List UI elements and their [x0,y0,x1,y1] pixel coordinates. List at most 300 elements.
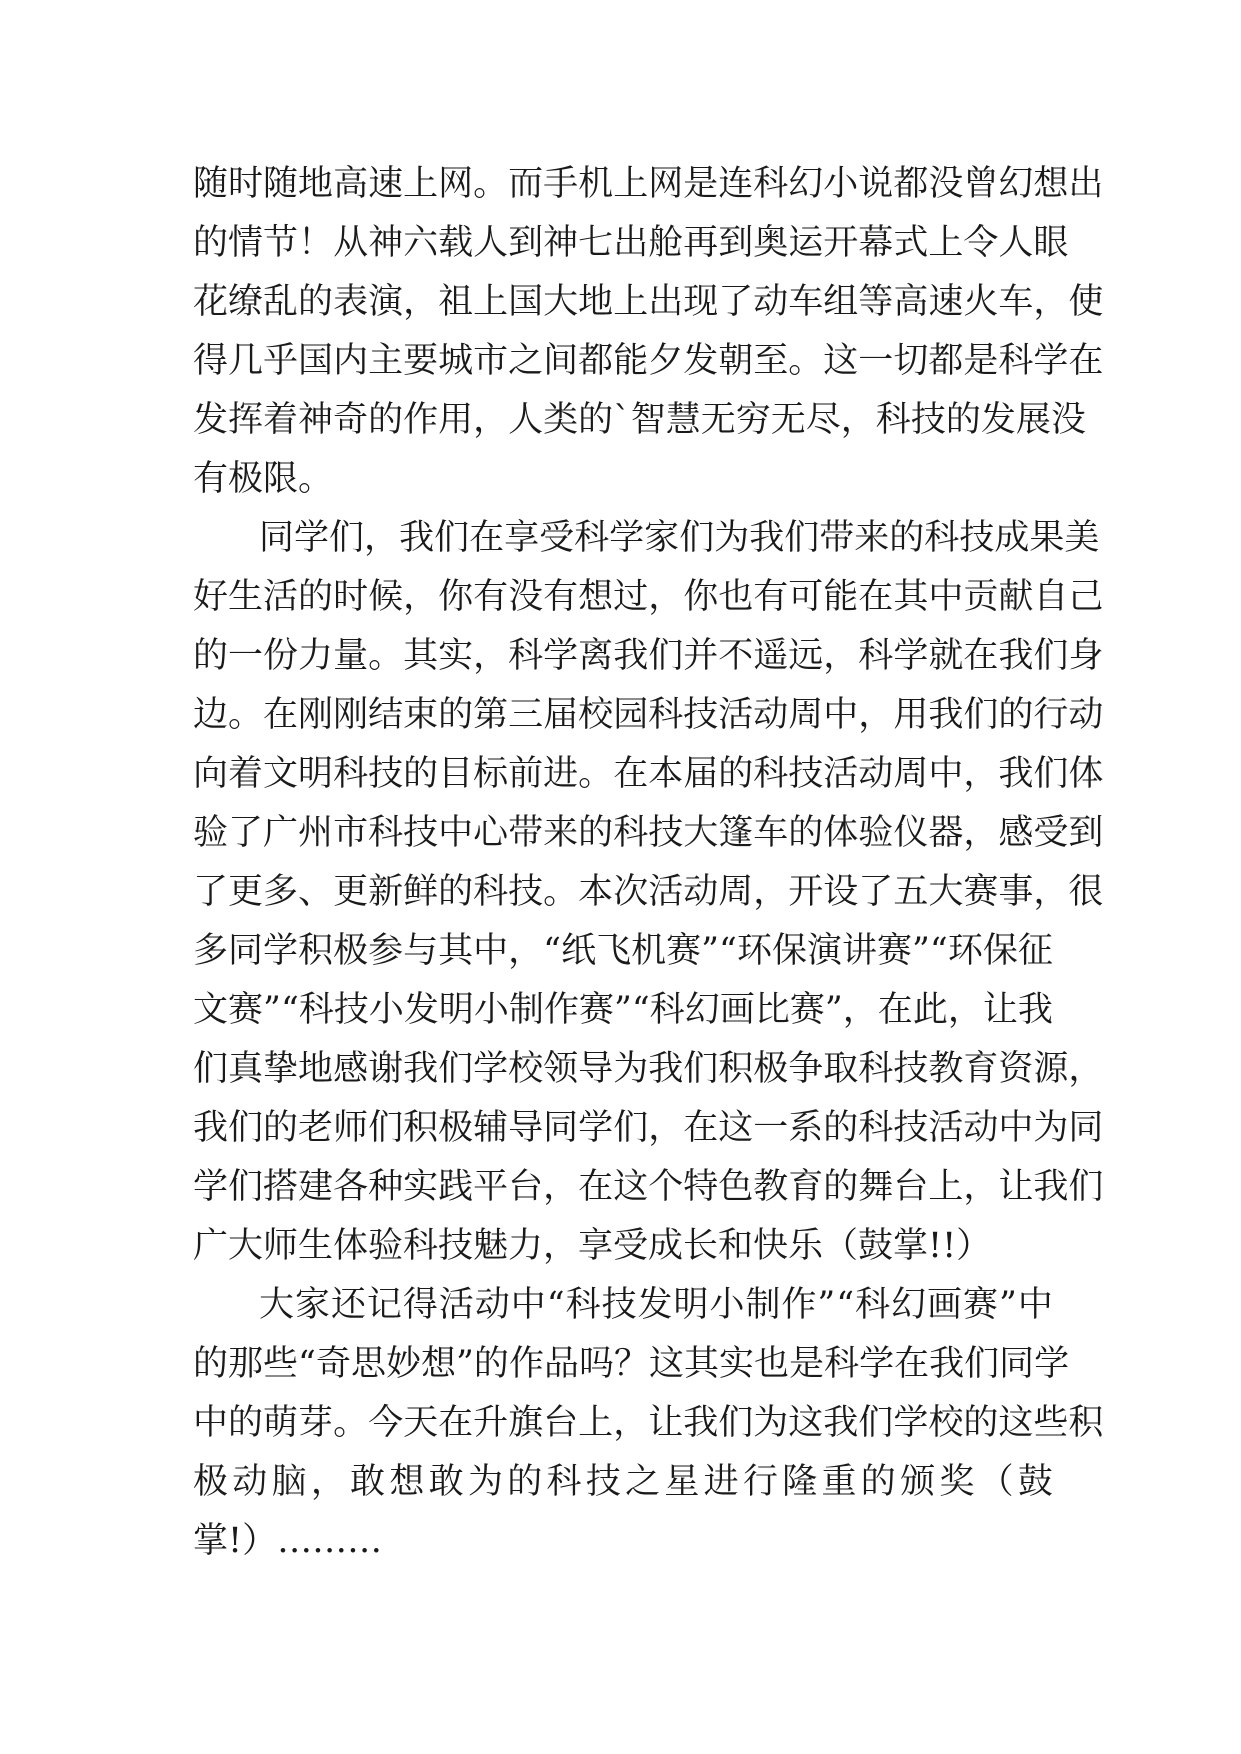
text-char: 也 [718,577,754,617]
text-char: 之 [625,1462,661,1502]
text-char: 到 [508,223,544,263]
text-char: 大 [543,282,579,322]
text-line [193,391,1086,450]
text-line [193,981,1053,1040]
text-char: 说 [858,164,894,204]
text-char: 作 [508,1344,544,1384]
text-char: ， [508,931,544,971]
text-char: 第 [473,695,509,735]
text-char: 次 [613,872,649,912]
text-char: ， [1068,1049,1104,1089]
text-char: 手 [543,164,579,204]
text-char: 的 [788,813,824,853]
text-char: 在 [469,518,505,558]
text-char: ` [613,400,631,440]
text-char: 地 [298,1049,334,1089]
text-char: 们 [368,1108,404,1148]
text-char: 中 [193,1403,229,1443]
text-char: ， [753,872,789,912]
text-char: 地 [298,164,334,204]
text-char: 学 [263,931,299,971]
text-char: 教 [753,1167,789,1207]
text-char: ， [403,282,439,322]
text-char: 学 [578,1108,614,1148]
text-char: 车 [788,282,824,322]
text-line [193,155,1104,214]
text-line [193,1040,1104,1099]
text-char: 上 [928,223,964,263]
text-char: 在 [858,577,894,617]
text-char: 过 [613,577,649,617]
text-char: 可 [788,577,824,617]
text-char: 上 [613,282,649,322]
text-char: 的 [298,282,334,322]
text-char: ” [701,931,720,971]
text-char: 技 [333,990,369,1030]
text-char: 我 [613,636,649,676]
text-char: 体 [1068,754,1104,794]
text-char: ， [963,1167,999,1207]
text-char: 发 [637,1285,673,1325]
text-char: 设 [823,872,859,912]
text-char: 校 [508,1049,544,1089]
text-char: 也 [754,1344,790,1384]
text-char: 科 [855,1285,891,1325]
text-char: 我 [928,695,964,735]
text-char: 特 [683,1167,719,1207]
text-char: 不 [718,636,754,676]
text-line [193,686,1104,745]
text-char: 实 [403,1167,439,1207]
text-char: 争 [788,1049,824,1089]
text-char: 们 [329,518,365,558]
text-char: 科 [649,990,685,1030]
text-char: 车 [998,282,1034,322]
text-char: 开 [788,872,824,912]
text-char: 的 [823,1108,859,1148]
text-char: 行 [742,1462,778,1502]
text-char: 师 [333,1108,369,1148]
text-char: 带 [819,518,855,558]
text-char: 画 [927,1285,963,1325]
text-char: 星 [664,1462,700,1502]
text-char: 学 [893,636,929,676]
text-char: 的 [438,872,474,912]
text-char: 没 [928,164,964,204]
text-char: 有 [473,577,509,617]
text-char: 前 [508,754,544,794]
text-char: 学 [294,518,330,558]
text-char: 挥 [228,400,264,440]
text-char: 让 [982,990,1018,1030]
text-char: 们 [193,1049,229,1089]
text-char: 内 [333,341,369,381]
text-char: 使 [1068,282,1104,322]
text-char: 技 [403,813,439,853]
text-char: 的 [945,400,981,440]
text-char: 。 [578,754,614,794]
text-char: 鼓 [1017,1462,1053,1502]
text-char: 活 [263,577,299,617]
text-char: 生 [228,577,264,617]
text-char: 动 [683,872,719,912]
text-char: 我 [683,1403,719,1443]
text-char: 大 [928,872,964,912]
text-char: 的 [193,223,229,263]
text-line [193,745,1104,804]
text-char: 们 [438,1049,474,1089]
text-char: ， [858,695,894,735]
text-char: 献 [998,577,1034,617]
text-char: 城 [438,341,474,381]
paragraph-3 [193,1276,1104,1571]
text-char: 事 [998,872,1034,912]
text-char: 祖 [438,282,474,322]
text-char: 曾 [963,164,999,204]
text-char: 到 [718,223,754,263]
text-char: 类 [543,400,579,440]
text-char: 都 [578,341,614,381]
text-char: 上 [403,164,439,204]
text-char: 遥 [753,636,789,676]
text-char: 活 [648,872,684,912]
text-char: 我 [823,1403,859,1443]
text-char: 思 [350,1344,386,1384]
text-char: 等 [858,282,894,322]
text-char: ” [912,931,930,971]
text-char: ？ [613,1344,649,1384]
text-char: 身 [1068,636,1104,676]
text-char: 台 [893,1167,929,1207]
text-char: 脑 [271,1462,307,1502]
text-char: 比 [754,990,790,1030]
text-char: ， [543,1167,579,1207]
text-char: 器 [928,813,964,853]
text-char: 得 [193,341,229,381]
text-char: 展 [1015,400,1051,440]
text-char: 技 [893,1108,929,1148]
text-char: 现 [683,282,719,322]
text-char: 的 [368,400,404,440]
text-char: 了 [718,282,754,322]
text-char: 向 [193,754,229,794]
text-char: 几 [228,341,264,381]
text-char: 明 [438,990,474,1030]
text-char: 新 [368,872,404,912]
paragraph-2 [193,509,1104,1276]
text-line [193,1335,1070,1394]
text-char: 的 [823,1167,859,1207]
text-char: 行 [1033,695,1069,735]
text-line [193,568,1104,627]
text-char: 在 [613,754,649,794]
text-char: 舞 [858,1167,894,1207]
text-char: 学 [1034,1344,1070,1384]
text-char: 夕 [648,341,684,381]
text-char: 想 [578,577,614,617]
text-char: 令 [963,223,999,263]
text-char: 践 [438,1167,474,1207]
text-char: 技 [508,872,544,912]
text-char: 感 [998,813,1034,853]
text-char: 们 [613,1108,649,1148]
text-char: 要 [403,341,439,381]
text-char: 、 [298,872,334,912]
text-char: 科 [508,636,544,676]
text-char: 的 [473,1344,509,1384]
text-char: 们 [858,1403,894,1443]
text-line [193,332,1104,391]
text-char: 出 [613,223,649,263]
text-char: ， [963,754,999,794]
text-line [193,1453,1053,1512]
text-char: 在 [963,636,999,676]
text-char: ” [998,1285,1017,1325]
text-char: 升 [473,1403,509,1443]
text-char: 为 [467,1462,503,1502]
text-char: 科 [368,813,404,853]
text-char: 中 [1017,1285,1053,1325]
text-char: 随 [263,164,299,204]
text-char: 实 [438,636,474,676]
text-char: 了 [193,872,229,912]
text-char: 远 [788,636,824,676]
text-char: 些 [1033,1403,1069,1443]
text-char: 心 [473,813,509,853]
text-char: 好 [193,577,229,617]
text-char: 小 [823,164,859,204]
text-char: 我 [998,754,1034,794]
text-char: 国 [508,282,544,322]
text-char: 校 [928,1403,964,1443]
text-char: 发 [683,341,719,381]
text-char: 为 [714,518,750,558]
text-char: 朝 [718,341,754,381]
text-char: 那 [228,1344,264,1384]
text-char: 的 [963,1403,999,1443]
text-char: 保 [982,931,1018,971]
text-char: 多 [263,872,299,912]
text-char: 技 [368,754,404,794]
text-char: ， [1033,872,1069,912]
text-char: 六 [403,223,439,263]
text-char: 文 [193,990,229,1030]
text-char: ， [648,1108,684,1148]
text-char: 周 [788,695,824,735]
text-char: 萌 [263,1403,299,1443]
text-char: 赛 [963,872,999,912]
text-char: 的 [718,754,754,794]
text-char: 家 [294,1285,330,1325]
text-char: 家 [644,518,680,558]
text-char: 实 [719,1344,755,1384]
text-char: ， [947,990,983,1030]
text-char: 更 [228,872,264,912]
text-char: 奥 [753,223,789,263]
text-line [193,627,1104,686]
text-char: 边 [193,695,229,735]
text-char: “ [631,990,650,1030]
text-char: 受 [539,518,575,558]
text-char: 用 [893,695,929,735]
text-char: 科 [574,518,610,558]
text-char: 们 [679,518,715,558]
text-char: 七 [578,223,614,263]
text-char: 们 [784,518,820,558]
text-char: 式 [893,223,929,263]
text-char: 上 [928,1167,964,1207]
text-char: 出 [648,282,684,322]
text-char: 都 [928,341,964,381]
text-char: 中 [510,1285,546,1325]
text-char: 建 [298,1167,334,1207]
text-char: 速 [368,164,404,204]
text-char: 活 [438,1285,474,1325]
text-char: 在 [578,1167,614,1207]
text-char: 些 [263,1344,299,1384]
text-char: 极 [193,1462,229,1502]
text-char: 源 [1033,1049,1069,1089]
text-char: 科 [546,1462,582,1502]
text-char: 极 [333,931,369,971]
text-char: 能 [613,341,649,381]
text-char: 纸 [561,931,597,971]
text-char: 连 [718,164,754,204]
text-line [193,1276,1053,1335]
text-line [193,214,1069,273]
text-char: 导 [508,1108,544,1148]
text-char: 是 [789,1344,825,1384]
text-char: 神 [543,223,579,263]
text-char: 市 [333,813,369,853]
text-char: ， [403,577,439,617]
text-char: 切 [893,341,929,381]
text-char: 奖 [939,1462,975,1502]
text-char: （ [978,1462,1014,1502]
text-char: 。 [543,872,579,912]
text-char: 技 [910,400,946,440]
text-char: 制 [745,1285,781,1325]
text-char: 你 [683,577,719,617]
text-char: 享 [504,518,540,558]
text-char: 作 [781,1285,817,1325]
text-char: 验 [858,813,894,853]
text-char: 进 [703,1462,739,1502]
text-char: 环 [947,931,983,971]
text-char: 其 [893,577,929,617]
text-char: 一 [753,1108,789,1148]
text-char: 主 [368,341,404,381]
text-char: ， [963,813,999,853]
text-char: 科 [858,1108,894,1148]
text-char: 至 [753,341,789,381]
text-char: 妙 [385,1344,421,1384]
text-char: 其 [403,636,439,676]
text-char: 我 [929,1344,965,1384]
text-char: 科 [613,813,649,853]
text-char: 动 [753,695,789,735]
text-char: 了 [228,813,264,853]
text-char: 们 [228,1167,264,1207]
text-char: 的 [578,813,614,853]
text-char: 积 [718,1049,754,1089]
text-char: 画 [719,990,755,1030]
text-char: 作 [543,990,579,1030]
text-char: 科 [565,1285,601,1325]
text-char: 多 [193,931,229,971]
text-char: 小 [473,990,509,1030]
text-char: 赛 [578,990,614,1030]
text-char: 了 [858,872,894,912]
text-char: 园 [613,695,649,735]
text-line [193,509,1100,568]
text-char: 活 [928,1108,964,1148]
text-char: 乎 [263,341,299,381]
text-char: 们 [1033,754,1069,794]
paragraph-1 [193,155,1104,509]
text-char: 其 [438,931,474,971]
text-char: 隆 [782,1462,818,1502]
text-char: 无 [770,400,806,440]
text-char: 科 [648,695,684,735]
text-char: 作 [403,400,439,440]
text-line [193,1394,1104,1453]
text-char: 吗 [578,1344,614,1384]
text-char: ” [613,990,632,1030]
text-char: 就 [928,636,964,676]
text-char: 刚 [298,695,334,735]
text-char: ， [613,1403,649,1443]
text-char: “ [929,931,948,971]
text-char: 演 [806,931,842,971]
text-char: 取 [823,1049,859,1089]
text-char: 高 [333,164,369,204]
text-char: “ [280,990,299,1030]
text-char: 教 [928,1049,964,1089]
text-char: 育 [963,1049,999,1089]
text-char: 市 [473,341,509,381]
text-char: 成 [994,518,1030,558]
text-char: “ [543,931,562,971]
text-char: 技 [601,1285,637,1325]
text-char: 奇 [315,1344,351,1384]
text-char: 幻 [998,164,1034,204]
text-line: 广大师生体验科技魅力，享受成长和快乐（鼓掌!!） [193,1226,992,1266]
text-char: 的 [263,1108,299,1148]
text-char: 天 [403,1403,439,1443]
text-char: “ [836,1285,855,1325]
text-char: 己 [1068,577,1104,617]
text-char: 的 [193,1344,229,1384]
text-char: 速 [928,282,964,322]
text-char: 人 [473,223,509,263]
text-char: 花 [193,282,229,322]
text-char: 技 [959,518,995,558]
text-char: 。 [368,636,404,676]
text-char: 演 [368,282,404,322]
text-char: 科 [875,400,911,440]
text-char: ， [364,518,400,558]
text-char: 活 [823,754,859,794]
text-char: 着 [263,400,299,440]
text-char: 量 [333,636,369,676]
text-char: 我 [749,518,785,558]
text-char: 为 [613,1049,649,1089]
text-char: 想 [389,1462,425,1502]
text-char: 小 [368,990,404,1030]
text-char: 这 [788,1403,824,1443]
text-char: 中 [998,1108,1034,1148]
